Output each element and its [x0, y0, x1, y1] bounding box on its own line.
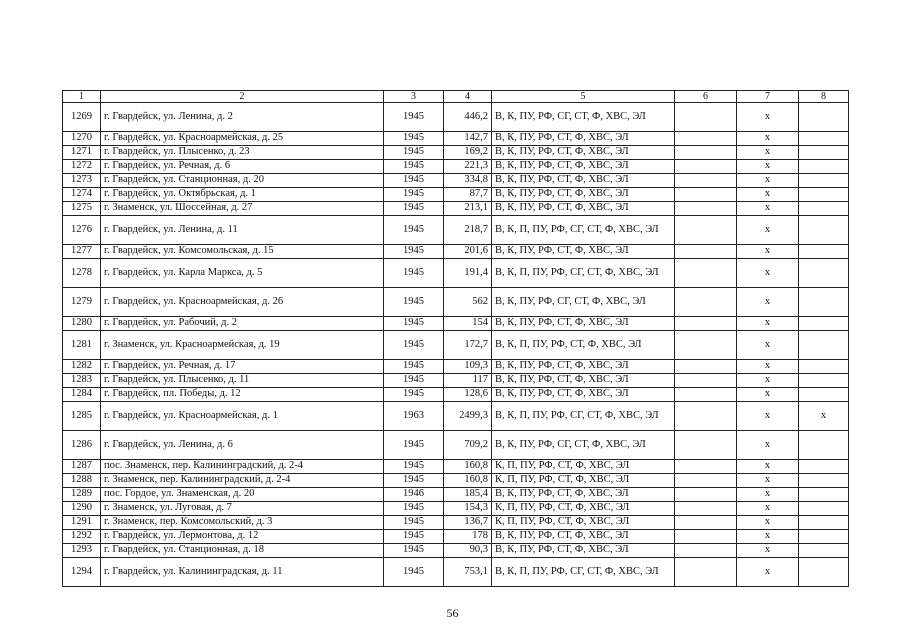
year-cell: 1945 — [384, 245, 444, 259]
column-7-cell: х — [737, 202, 799, 216]
year-cell: 1945 — [384, 516, 444, 530]
address-cell: пос. Гордое, ул. Знаменская, д. 20 — [101, 488, 384, 502]
area-cell: 160,8 — [444, 474, 492, 488]
row-number-cell: 1283 — [63, 374, 101, 388]
column-number-8: 8 — [799, 91, 849, 103]
area-cell: 709,2 — [444, 431, 492, 460]
table-row — [63, 174, 849, 188]
area-cell: 136,7 — [444, 516, 492, 530]
column-7-cell: х — [737, 516, 799, 530]
column-6-cell — [675, 174, 737, 188]
table-row — [63, 488, 849, 502]
page-number: 56 — [446, 606, 459, 620]
column-6-cell — [675, 146, 737, 160]
column-number-4: 4 — [444, 91, 492, 103]
table-row — [63, 388, 849, 402]
column-6-cell — [675, 132, 737, 146]
column-6-cell — [675, 502, 737, 516]
year-cell: 1945 — [384, 202, 444, 216]
year-cell: 1945 — [384, 474, 444, 488]
row-number-cell: 1272 — [63, 160, 101, 174]
year-cell: 1945 — [384, 431, 444, 460]
column-7-cell: х — [737, 146, 799, 160]
column-8-cell — [799, 431, 849, 460]
table-row — [63, 516, 849, 530]
area-cell: 178 — [444, 530, 492, 544]
row-number-cell: 1285 — [63, 402, 101, 431]
column-8-cell — [799, 516, 849, 530]
address-cell: г. Гвардейск, ул. Плысенко, д. 11 — [101, 374, 384, 388]
column-6-cell — [675, 558, 737, 587]
column-7-cell: х — [737, 360, 799, 374]
column-8-cell — [799, 502, 849, 516]
column-number-3: 3 — [384, 91, 444, 103]
column-7-cell: х — [737, 388, 799, 402]
document-page — [62, 90, 848, 587]
area-cell: 172,7 — [444, 331, 492, 360]
address-cell: г. Знаменск, ул. Луговая, д. 7 — [101, 502, 384, 516]
column-8-cell — [799, 103, 849, 132]
column-6-cell — [675, 374, 737, 388]
area-cell: 90,3 — [444, 544, 492, 558]
column-8-cell — [799, 388, 849, 402]
year-cell: 1946 — [384, 488, 444, 502]
table-row — [63, 431, 849, 460]
area-cell: 221,3 — [444, 160, 492, 174]
area-cell: 2499,3 — [444, 402, 492, 431]
area-cell: 117 — [444, 374, 492, 388]
table-row — [63, 132, 849, 146]
column-6-cell — [675, 160, 737, 174]
table-row — [63, 360, 849, 374]
column-number-7: 7 — [737, 91, 799, 103]
column-6-cell — [675, 331, 737, 360]
row-number-cell: 1270 — [63, 132, 101, 146]
systems-cell: В, К, ПУ, РФ, СГ, СТ, Ф, ХВС, ЭЛ — [492, 103, 675, 132]
area-cell: 213,1 — [444, 202, 492, 216]
area-cell: 169,2 — [444, 146, 492, 160]
systems-cell: В, К, ПУ, РФ, СТ, Ф, ХВС, ЭЛ — [492, 132, 675, 146]
address-cell: г. Гвардейск, ул. Лермонтова, д. 12 — [101, 530, 384, 544]
systems-cell: В, К, ПУ, РФ, СТ, Ф, ХВС, ЭЛ — [492, 544, 675, 558]
row-number-cell: 1276 — [63, 216, 101, 245]
row-number-cell: 1279 — [63, 288, 101, 317]
column-6-cell — [675, 402, 737, 431]
column-number-6: 6 — [675, 91, 737, 103]
row-number-cell: 1280 — [63, 317, 101, 331]
column-7-cell: х — [737, 216, 799, 245]
row-number-cell: 1284 — [63, 388, 101, 402]
column-7-cell: х — [737, 488, 799, 502]
column-8-cell — [799, 374, 849, 388]
systems-cell: В, К, ПУ, РФ, СГ, СТ, Ф, ХВС, ЭЛ — [492, 431, 675, 460]
area-cell: 154 — [444, 317, 492, 331]
table-row — [63, 474, 849, 488]
table-row — [63, 188, 849, 202]
column-6-cell — [675, 460, 737, 474]
address-cell: пос. Знаменск, пер. Калининградский, д. 2-4 — [101, 460, 384, 474]
systems-cell: В, К, ПУ, РФ, СТ, Ф, ХВС, ЭЛ — [492, 374, 675, 388]
year-cell: 1945 — [384, 132, 444, 146]
address-cell: г. Гвардейск, ул. Ленина, д. 2 — [101, 103, 384, 132]
column-6-cell — [675, 188, 737, 202]
table-row — [63, 374, 849, 388]
row-number-cell: 1277 — [63, 245, 101, 259]
systems-cell: К, П, ПУ, РФ, СТ, Ф, ХВС, ЭЛ — [492, 502, 675, 516]
column-6-cell — [675, 544, 737, 558]
column-8-cell — [799, 188, 849, 202]
systems-cell: В, К, ПУ, РФ, СТ, Ф, ХВС, ЭЛ — [492, 530, 675, 544]
address-cell: г. Гвардейск, ул. Комсомольская, д. 15 — [101, 245, 384, 259]
address-cell: г. Гвардейск, ул. Ленина, д. 6 — [101, 431, 384, 460]
column-8-cell — [799, 544, 849, 558]
table-row — [63, 216, 849, 245]
table-row — [63, 544, 849, 558]
column-6-cell — [675, 259, 737, 288]
systems-cell: К, П, ПУ, РФ, СТ, Ф, ХВС, ЭЛ — [492, 474, 675, 488]
year-cell: 1945 — [384, 317, 444, 331]
column-7-cell: х — [737, 558, 799, 587]
systems-cell: В, К, ПУ, РФ, СТ, Ф, ХВС, ЭЛ — [492, 160, 675, 174]
column-7-cell: х — [737, 331, 799, 360]
column-6-cell — [675, 431, 737, 460]
column-number-5: 5 — [492, 91, 675, 103]
column-8-cell — [799, 160, 849, 174]
row-number-cell: 1287 — [63, 460, 101, 474]
column-6-cell — [675, 516, 737, 530]
column-8-cell — [799, 288, 849, 317]
year-cell: 1945 — [384, 360, 444, 374]
row-number-cell: 1269 — [63, 103, 101, 132]
address-cell: г. Знаменск, пер. Калининградский, д. 2-4 — [101, 474, 384, 488]
column-8-cell — [799, 146, 849, 160]
table-row — [63, 331, 849, 360]
address-cell: г. Гвардейск, ул. Калининградская, д. 11 — [101, 558, 384, 587]
column-6-cell — [675, 245, 737, 259]
column-7-cell: х — [737, 402, 799, 431]
row-number-cell: 1281 — [63, 331, 101, 360]
column-8-cell — [799, 174, 849, 188]
column-7-cell: х — [737, 474, 799, 488]
systems-cell: В, К, П, ПУ, РФ, СГ, СТ, Ф, ХВС, ЭЛ — [492, 402, 675, 431]
area-cell: 446,2 — [444, 103, 492, 132]
column-7-cell: х — [737, 288, 799, 317]
column-number-row — [63, 91, 849, 103]
row-number-cell: 1271 — [63, 146, 101, 160]
year-cell: 1945 — [384, 388, 444, 402]
table-row — [63, 288, 849, 317]
column-8-cell — [799, 530, 849, 544]
address-cell: г. Гвардейск, ул. Ленина, д. 11 — [101, 216, 384, 245]
area-cell: 753,1 — [444, 558, 492, 587]
year-cell: 1945 — [384, 502, 444, 516]
row-number-cell: 1286 — [63, 431, 101, 460]
row-number-cell: 1288 — [63, 474, 101, 488]
address-cell: г. Гвардейск, ул. Станционная, д. 20 — [101, 174, 384, 188]
year-cell: 1945 — [384, 374, 444, 388]
column-6-cell — [675, 202, 737, 216]
systems-cell: В, К, ПУ, РФ, СТ, Ф, ХВС, ЭЛ — [492, 174, 675, 188]
area-cell: 128,6 — [444, 388, 492, 402]
column-8-cell — [799, 317, 849, 331]
area-cell: 201,6 — [444, 245, 492, 259]
systems-cell: В, К, П, ПУ, РФ, СГ, СТ, Ф, ХВС, ЭЛ — [492, 558, 675, 587]
table-row — [63, 202, 849, 216]
address-cell: г. Гвардейск, ул. Станционная, д. 18 — [101, 544, 384, 558]
systems-cell: К, П, ПУ, РФ, СТ, Ф, ХВС, ЭЛ — [492, 516, 675, 530]
systems-cell: В, К, П, ПУ, РФ, СГ, СТ, Ф, ХВС, ЭЛ — [492, 259, 675, 288]
address-cell: г. Гвардейск, ул. Рабочий, д. 2 — [101, 317, 384, 331]
systems-cell: В, К, П, ПУ, РФ, СГ, СТ, Ф, ХВС, ЭЛ — [492, 216, 675, 245]
row-number-cell: 1294 — [63, 558, 101, 587]
table-row — [63, 317, 849, 331]
row-number-cell: 1274 — [63, 188, 101, 202]
address-cell: г. Знаменск, ул. Красноармейская, д. 19 — [101, 331, 384, 360]
row-number-cell: 1293 — [63, 544, 101, 558]
column-7-cell: х — [737, 103, 799, 132]
year-cell: 1945 — [384, 174, 444, 188]
systems-cell: В, К, ПУ, РФ, СТ, Ф, ХВС, ЭЛ — [492, 360, 675, 374]
column-6-cell — [675, 103, 737, 132]
address-cell: г. Гвардейск, ул. Речная, д. 6 — [101, 160, 384, 174]
table-row — [63, 103, 849, 132]
systems-cell: В, К, ПУ, РФ, СТ, Ф, ХВС, ЭЛ — [492, 245, 675, 259]
year-cell: 1945 — [384, 160, 444, 174]
area-cell: 191,4 — [444, 259, 492, 288]
area-cell: 562 — [444, 288, 492, 317]
address-cell: г. Гвардейск, ул. Октябрьская, д. 1 — [101, 188, 384, 202]
row-number-cell: 1282 — [63, 360, 101, 374]
systems-cell: В, К, ПУ, РФ, СГ, СТ, Ф, ХВС, ЭЛ — [492, 288, 675, 317]
column-8-cell — [799, 132, 849, 146]
address-cell: г. Знаменск, ул. Шоссейная, д. 27 — [101, 202, 384, 216]
area-cell: 185,4 — [444, 488, 492, 502]
column-7-cell: х — [737, 374, 799, 388]
row-number-cell: 1290 — [63, 502, 101, 516]
column-8-cell — [799, 245, 849, 259]
year-cell: 1945 — [384, 460, 444, 474]
column-8-cell — [799, 331, 849, 360]
address-cell: г. Знаменск, пер. Комсомольский, д. 3 — [101, 516, 384, 530]
column-7-cell: х — [737, 460, 799, 474]
table-row — [63, 460, 849, 474]
area-cell: 87,7 — [444, 188, 492, 202]
row-number-cell: 1292 — [63, 530, 101, 544]
area-cell: 154,3 — [444, 502, 492, 516]
table-row — [63, 402, 849, 431]
column-7-cell: х — [737, 544, 799, 558]
column-8-cell — [799, 460, 849, 474]
area-cell: 334,8 — [444, 174, 492, 188]
column-6-cell — [675, 317, 737, 331]
area-cell: 109,3 — [444, 360, 492, 374]
systems-cell: В, К, ПУ, РФ, СТ, Ф, ХВС, ЭЛ — [492, 202, 675, 216]
column-6-cell — [675, 288, 737, 317]
column-6-cell — [675, 488, 737, 502]
table-row — [63, 259, 849, 288]
systems-cell: В, К, ПУ, РФ, СТ, Ф, ХВС, ЭЛ — [492, 188, 675, 202]
column-7-cell: х — [737, 530, 799, 544]
table-body — [63, 103, 849, 587]
systems-cell: В, К, ПУ, РФ, СТ, Ф, ХВС, ЭЛ — [492, 488, 675, 502]
column-7-cell: х — [737, 245, 799, 259]
table-row — [63, 530, 849, 544]
year-cell: 1945 — [384, 331, 444, 360]
column-8-cell — [799, 558, 849, 587]
column-7-cell: х — [737, 188, 799, 202]
year-cell: 1945 — [384, 216, 444, 245]
column-8-cell — [799, 360, 849, 374]
column-8-cell: х — [799, 402, 849, 431]
address-cell: г. Гвардейск, ул. Красноармейская, д. 1 — [101, 402, 384, 431]
column-8-cell — [799, 474, 849, 488]
row-number-cell: 1289 — [63, 488, 101, 502]
year-cell: 1945 — [384, 259, 444, 288]
column-8-cell — [799, 488, 849, 502]
year-cell: 1945 — [384, 558, 444, 587]
column-7-cell: х — [737, 317, 799, 331]
column-8-cell — [799, 259, 849, 288]
table-row — [63, 146, 849, 160]
column-number-1: 1 — [63, 91, 101, 103]
table-row — [63, 502, 849, 516]
table-row — [63, 245, 849, 259]
year-cell: 1945 — [384, 103, 444, 132]
row-number-cell: 1291 — [63, 516, 101, 530]
column-7-cell: х — [737, 259, 799, 288]
row-number-cell: 1278 — [63, 259, 101, 288]
table-row — [63, 160, 849, 174]
address-cell: г. Гвардейск, ул. Красноармейская, д. 26 — [101, 288, 384, 317]
year-cell: 1945 — [384, 288, 444, 317]
column-7-cell: х — [737, 431, 799, 460]
column-7-cell: х — [737, 160, 799, 174]
column-6-cell — [675, 216, 737, 245]
column-8-cell — [799, 202, 849, 216]
systems-cell: К, П, ПУ, РФ, СТ, Ф, ХВС, ЭЛ — [492, 460, 675, 474]
address-cell: г. Гвардейск, ул. Карла Маркса, д. 5 — [101, 259, 384, 288]
address-cell: г. Гвардейск, ул. Речная, д. 17 — [101, 360, 384, 374]
address-cell: г. Гвардейск, ул. Красноармейская, д. 25 — [101, 132, 384, 146]
column-6-cell — [675, 474, 737, 488]
systems-cell: В, К, ПУ, РФ, СТ, Ф, ХВС, ЭЛ — [492, 146, 675, 160]
year-cell: 1963 — [384, 402, 444, 431]
column-6-cell — [675, 360, 737, 374]
area-cell: 218,7 — [444, 216, 492, 245]
row-number-cell: 1273 — [63, 174, 101, 188]
housing-table — [62, 90, 849, 587]
systems-cell: В, К, П, ПУ, РФ, СТ, Ф, ХВС, ЭЛ — [492, 331, 675, 360]
column-8-cell — [799, 216, 849, 245]
table-row — [63, 558, 849, 587]
row-number-cell: 1275 — [63, 202, 101, 216]
systems-cell: В, К, ПУ, РФ, СТ, Ф, ХВС, ЭЛ — [492, 317, 675, 331]
column-6-cell — [675, 388, 737, 402]
address-cell: г. Гвардейск, ул. Плысенко, д. 23 — [101, 146, 384, 160]
area-cell: 142,7 — [444, 132, 492, 146]
address-cell: г. Гвардейск, пл. Победы, д. 12 — [101, 388, 384, 402]
column-6-cell — [675, 530, 737, 544]
year-cell: 1945 — [384, 146, 444, 160]
column-7-cell: х — [737, 174, 799, 188]
area-cell: 160,8 — [444, 460, 492, 474]
column-7-cell: х — [737, 502, 799, 516]
year-cell: 1945 — [384, 188, 444, 202]
systems-cell: В, К, ПУ, РФ, СТ, Ф, ХВС, ЭЛ — [492, 388, 675, 402]
year-cell: 1945 — [384, 544, 444, 558]
year-cell: 1945 — [384, 530, 444, 544]
column-7-cell: х — [737, 132, 799, 146]
column-number-2: 2 — [101, 91, 384, 103]
